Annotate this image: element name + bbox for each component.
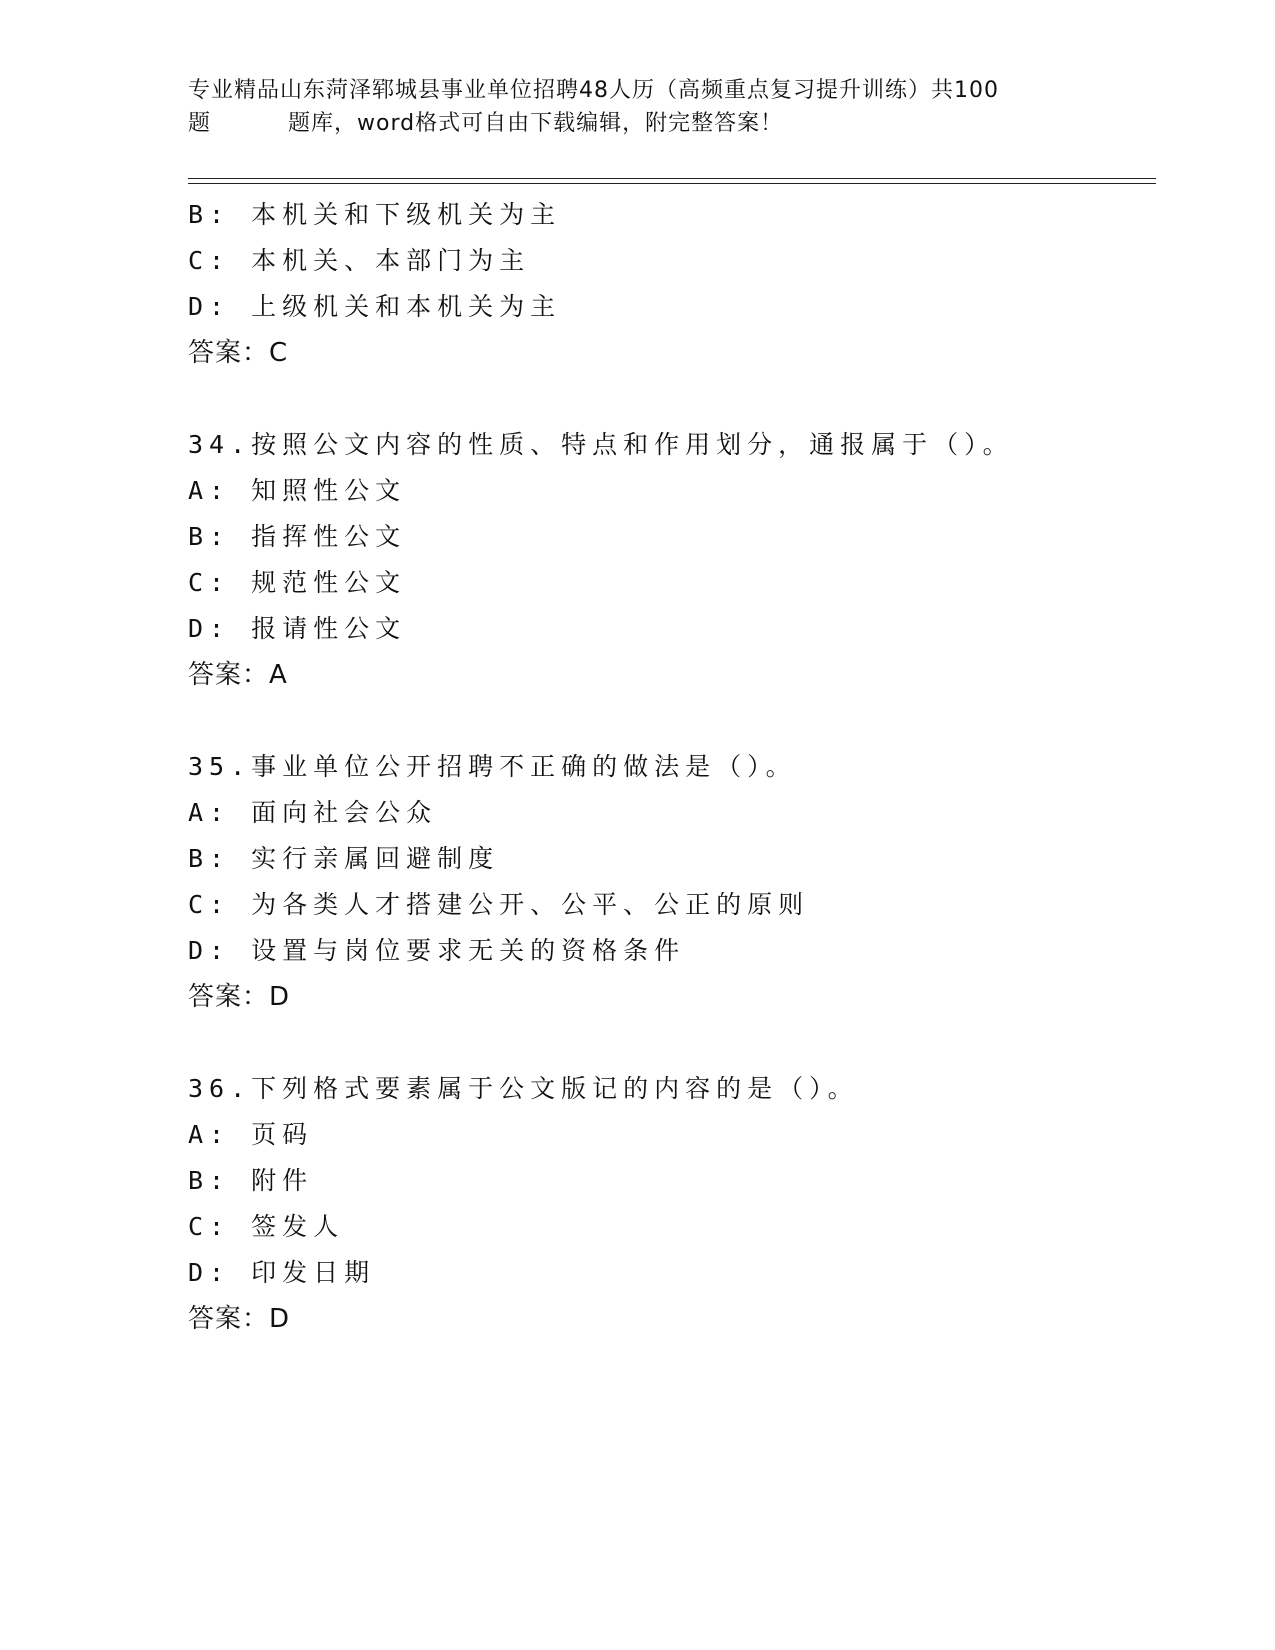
answer-line: 答案：D bbox=[188, 982, 291, 1012]
header-title-line2-rest: 题库，word格式可自由下载编辑，附完整答案！ bbox=[288, 111, 784, 136]
header-title-line2-lead: 题 bbox=[188, 111, 212, 136]
question-list bbox=[188, 192, 1148, 1342]
header-divider-top bbox=[188, 178, 1156, 179]
option-c: C: 规范性公文 bbox=[188, 568, 407, 597]
question-stem: 35.事业单位公开招聘不正确的做法是（）。 bbox=[188, 752, 797, 781]
question-stem: 36.下列格式要素属于公文版记的内容的是（）。 bbox=[188, 1074, 859, 1103]
option-a: A: 页码 bbox=[188, 1120, 314, 1149]
option-c: C: 签发人 bbox=[188, 1212, 345, 1241]
option-d: D: 上级机关和本机关为主 bbox=[188, 292, 562, 321]
option-c: C: 本机关、本部门为主 bbox=[188, 246, 531, 275]
answer-line: 答案：D bbox=[188, 1304, 291, 1334]
answer-line: 答案：A bbox=[188, 660, 288, 690]
document-header bbox=[188, 74, 1088, 140]
question-block-prev bbox=[188, 192, 1148, 376]
header-title-line1: 专业精品山东菏泽郓城县事业单位招聘48人历（高频重点复习提升训练）共100 bbox=[188, 78, 999, 103]
question-block-34 bbox=[188, 422, 1148, 698]
header-divider-bottom bbox=[188, 183, 1156, 184]
option-a: A: 面向社会公众 bbox=[188, 798, 438, 827]
question-block-35 bbox=[188, 744, 1148, 1020]
answer-line: 答案：C bbox=[188, 338, 289, 368]
option-b: B: 实行亲属回避制度 bbox=[188, 844, 500, 873]
option-b: B: 指挥性公文 bbox=[188, 522, 407, 551]
option-b: B: 本机关和下级机关为主 bbox=[188, 200, 562, 229]
option-d: D: 设置与岗位要求无关的资格条件 bbox=[188, 936, 686, 965]
option-c: C: 为各类人才搭建公开、公平、公正的原则 bbox=[188, 890, 810, 919]
question-stem: 34.按照公文内容的性质、特点和作用划分，通报属于（）。 bbox=[188, 430, 1014, 459]
option-b: B: 附件 bbox=[188, 1166, 314, 1195]
header-title-line2 bbox=[188, 107, 1088, 140]
spacer bbox=[188, 1020, 1148, 1066]
question-block-36 bbox=[188, 1066, 1148, 1342]
option-d: D: 报请性公文 bbox=[188, 614, 407, 643]
spacer bbox=[188, 376, 1148, 422]
spacer bbox=[188, 698, 1148, 744]
option-d: D: 印发日期 bbox=[188, 1258, 376, 1287]
option-a: A: 知照性公文 bbox=[188, 476, 407, 505]
